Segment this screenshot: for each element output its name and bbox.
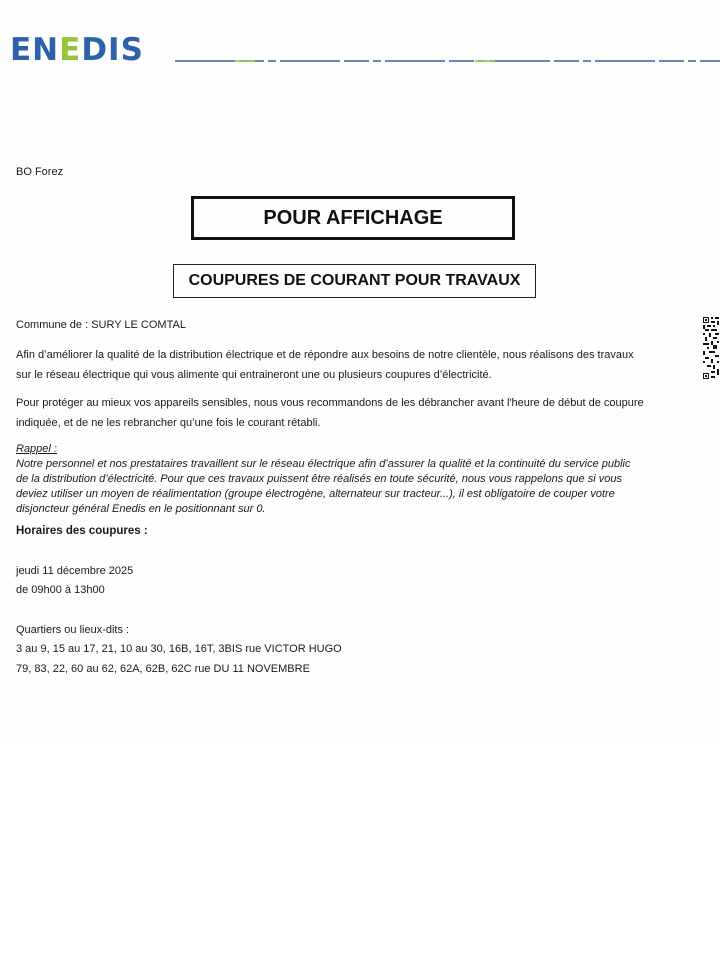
rappel-section [16, 442, 676, 517]
paragraph-1 [16, 345, 676, 385]
commune: Commune de : SURY LE COMTAL [16, 319, 186, 331]
rappel-title: Rappel : [16, 443, 57, 455]
rappel-line-2: de la distribution d’électricité. Pour que ces travaux puissent être réalisés en toute sécurité, nous vous rappelons que si vous [16, 473, 622, 485]
locations-heading: Quartiers ou lieux-dits : [16, 624, 130, 636]
enedis-logo-text: ENEDIS [10, 32, 144, 68]
notice-title-box [191, 196, 515, 240]
paragraph-2-line-1: Pour protéger au mieux vos appareils sensibles, nous vous recommandons de les débrancher avant l'heure de début de coupure [16, 397, 644, 409]
notice-subtitle: COUPURES DE COURANT POUR TRAVAUX [188, 272, 521, 289]
schedule-time: de 09h00 à 13h00 [16, 584, 105, 596]
paragraph-1-line-2: sur le réseau électrique qui vous alimente qui entraineront une ou plusieurs coupures d’électricité. [16, 369, 492, 381]
rappel-line-3: deviez utiliser un moyen de réalimentation (groupe électrogène, alternateur sur tracteur...), il est obligatoire de couper votre [16, 488, 615, 500]
qr-code-fragment [702, 316, 720, 380]
blank-area [0, 740, 720, 960]
location-item: 79, 83, 22, 60 au 62, 62A, 62B, 62C rue DU 11 NOVEMBRE [16, 663, 310, 675]
notice-subtitle-box [173, 264, 536, 298]
rappel-line-1: Notre personnel et nos prestataires travaillent sur le réseau électrique afin d’assurer la qualité et la continuité du service public [16, 458, 631, 470]
paragraph-2 [16, 393, 676, 433]
schedule-date: jeudi 11 décembre 2025 [16, 565, 134, 577]
paragraph-1-line-1: Afin d’améliorer la qualité de la distribution électrique et de répondre aux besoins de notre clientèle, nous réalisons des travaux [16, 349, 634, 361]
location-item: 3 au 9, 15 au 17, 21, 10 au 30, 16B, 16T, 3BIS rue VICTOR HUGO [16, 643, 342, 655]
notice-title: POUR AFFICHAGE [263, 206, 443, 229]
rappel-line-4: disjoncteur général Enedis en le positionnant sur 0. [16, 503, 266, 515]
org-name: BO Forez [16, 166, 64, 178]
header-dashed-line [175, 58, 720, 64]
enedis-logo [10, 30, 144, 70]
paragraph-2-line-2: indiquée, et de ne les rebrancher qu’une fois le courant rétabli. [16, 417, 321, 429]
schedule-heading: Horaires des coupures : [16, 525, 148, 537]
